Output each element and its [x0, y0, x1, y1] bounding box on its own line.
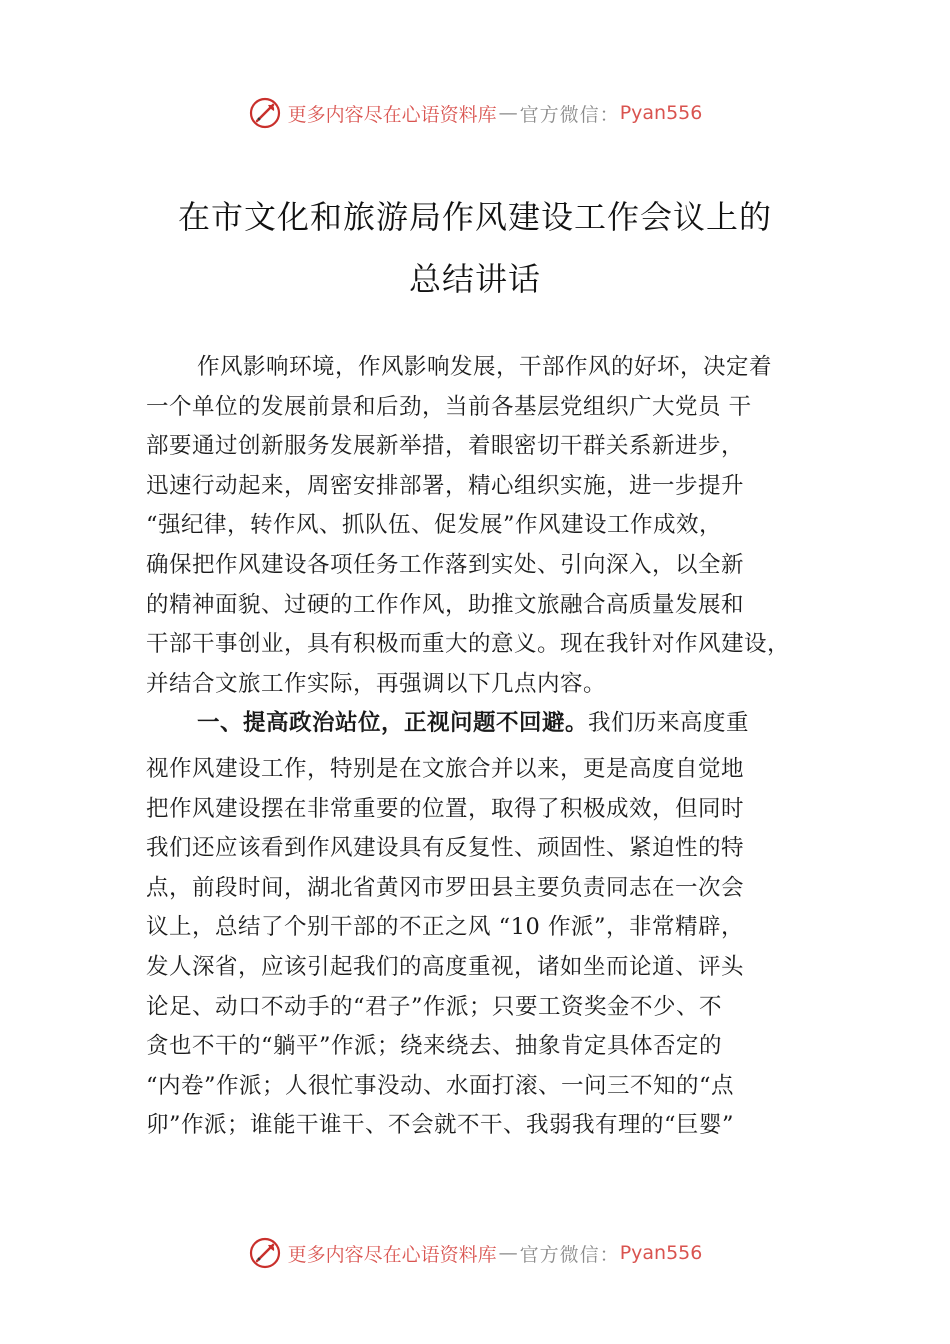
document-body — [146, 348, 846, 1146]
watermark-label: 官方微信： — [519, 1243, 620, 1266]
body-line: 迅速行动起来，周密安排部署，精心组织实施，进一步提升 — [146, 472, 745, 499]
body-line: 的精神面貌、过硬的工作作风，助推文旅融合高质量发展和 — [146, 591, 745, 618]
header-watermark — [0, 96, 950, 130]
document-title — [0, 186, 950, 310]
body-line: 点，前段时间，湖北省黄冈市罗田县主要负责同志在一次会 — [146, 874, 745, 901]
body-line: “强纪律，转作风、抓队伍、促发展”作风建设工作成效， — [146, 512, 723, 539]
watermark-dash: — — [498, 102, 518, 124]
body-line: 视作风建设工作，特别是在文旅合并以来，更是高度自觉地 — [146, 755, 745, 782]
title-line-1: 在市文化和旅游局作风建设工作会议上的 — [177, 198, 772, 236]
quill-seal-icon — [248, 96, 282, 130]
section-heading: 一、提高政治站位，正视问题不回避。 — [197, 710, 589, 737]
quill-seal-icon — [248, 1236, 282, 1270]
body-line: 干部干事创业，具有积极而重大的意义。现在我针对作风建设， — [146, 631, 791, 658]
body-line: 发人深省，应该引起我们的高度重视，诸如坐而论道、评头 — [146, 953, 745, 980]
body-line: 我们还应该看到作风建设具有反复性、顽固性、紧迫性的特 — [146, 835, 745, 862]
body-line: 贪也不干的“躺平”作派；绕来绕去、抽象肯定具体否定的 — [146, 1033, 723, 1060]
watermark-wechat-id: Pyan556 — [619, 1242, 703, 1264]
body-line: 卯”作派；谁能干谁干、不会就不干、我弱我有理的“巨婴” — [146, 1112, 735, 1139]
watermark-site-name: 更多内容尽在心语资料库 — [287, 1243, 497, 1266]
section-heading-continuation: 我们历来高度重 — [588, 710, 750, 737]
watermark-dash: — — [498, 1242, 518, 1264]
watermark-site-name: 更多内容尽在心语资料库 — [287, 103, 497, 126]
body-line: 议上，总结了个别干部的不正之风 “10 作派”，非常精辟， — [146, 914, 744, 941]
watermark-wechat-id: Pyan556 — [619, 102, 703, 124]
body-line: 作风影响环境，作风影响发展，干部作风的好坏，决定着 — [197, 354, 773, 380]
body-line: 部要通过创新服务发展新举措，着眼密切干群关系新进步， — [146, 433, 745, 460]
footer-watermark — [0, 1236, 950, 1270]
body-line: 一个单位的发展前景和后劲，当前各基层党组织广大党员 干 — [146, 393, 752, 420]
watermark-label: 官方微信： — [519, 103, 620, 126]
body-line: 把作风建设摆在非常重要的位置，取得了积极成效，但同时 — [146, 795, 745, 822]
title-line-2: 总结讲话 — [408, 260, 541, 298]
body-line: “内卷”作派；人很忙事没动、水面打滚、一问三不知的“点 — [146, 1072, 735, 1099]
body-line: 确保把作风建设各项任务工作落到实处、引向深入，以全新 — [146, 551, 745, 578]
section-heading-line — [146, 704, 846, 744]
body-line: 并结合文旅工作实际，再强调以下几点内容。 — [146, 670, 607, 697]
body-line: 论足、动口不动手的“君子”作派；只要工资奖金不少、不 — [146, 993, 723, 1020]
